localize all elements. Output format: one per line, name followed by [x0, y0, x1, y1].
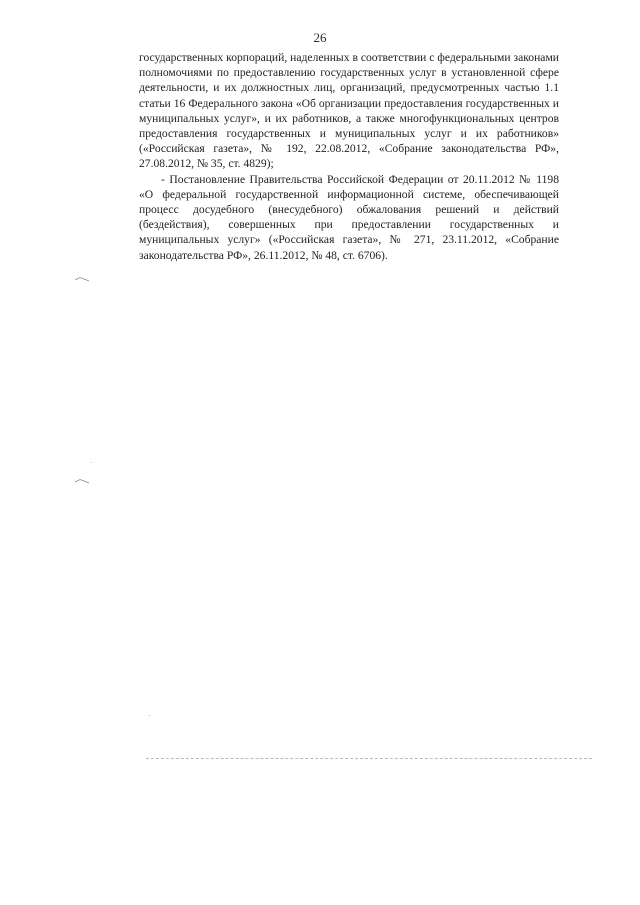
footer-rule [146, 758, 592, 759]
scan-speck [91, 462, 92, 463]
scan-speck [149, 715, 150, 716]
document-body [139, 50, 559, 263]
binding-hole-mark [74, 276, 90, 282]
paragraph-continuation: государственных корпораций, наделенных в соответствии с федеральными законами полномочиями по предоставлению государственных услуг в установленной сфере деятельности, и их должностных лиц, организаций, предусмотренных частью 1.1 статьи 16 Федерального закона «Об организации предоставления государственных и муниципальных услуг», и их работников, а также многофункциональных центров предоставления государственных и муниципальных услуг и их работников» («Российская газета», № 192, 22.08.2012, «Собрание законодательства РФ», 27.08.2012, № 35, ст. 4829); [139, 51, 559, 171]
paragraph-decree-1198: - Постановление Правительства Российской Федерации от 20.11.2012 № 1198 «О федеральной государственной информационной системе, обеспечивающей процесс досудебного (внесудебного) обжалования решений и действий (бездействия), совершенных при предоставлении государственных и муниципальных услуг» («Российская газета», № 271, 23.11.2012, «Собрание законодательства РФ», 26.11.2012, № 48, ст. 6706). [139, 172, 559, 262]
page-number: 26 [313, 30, 327, 45]
binding-hole-mark [74, 478, 90, 484]
